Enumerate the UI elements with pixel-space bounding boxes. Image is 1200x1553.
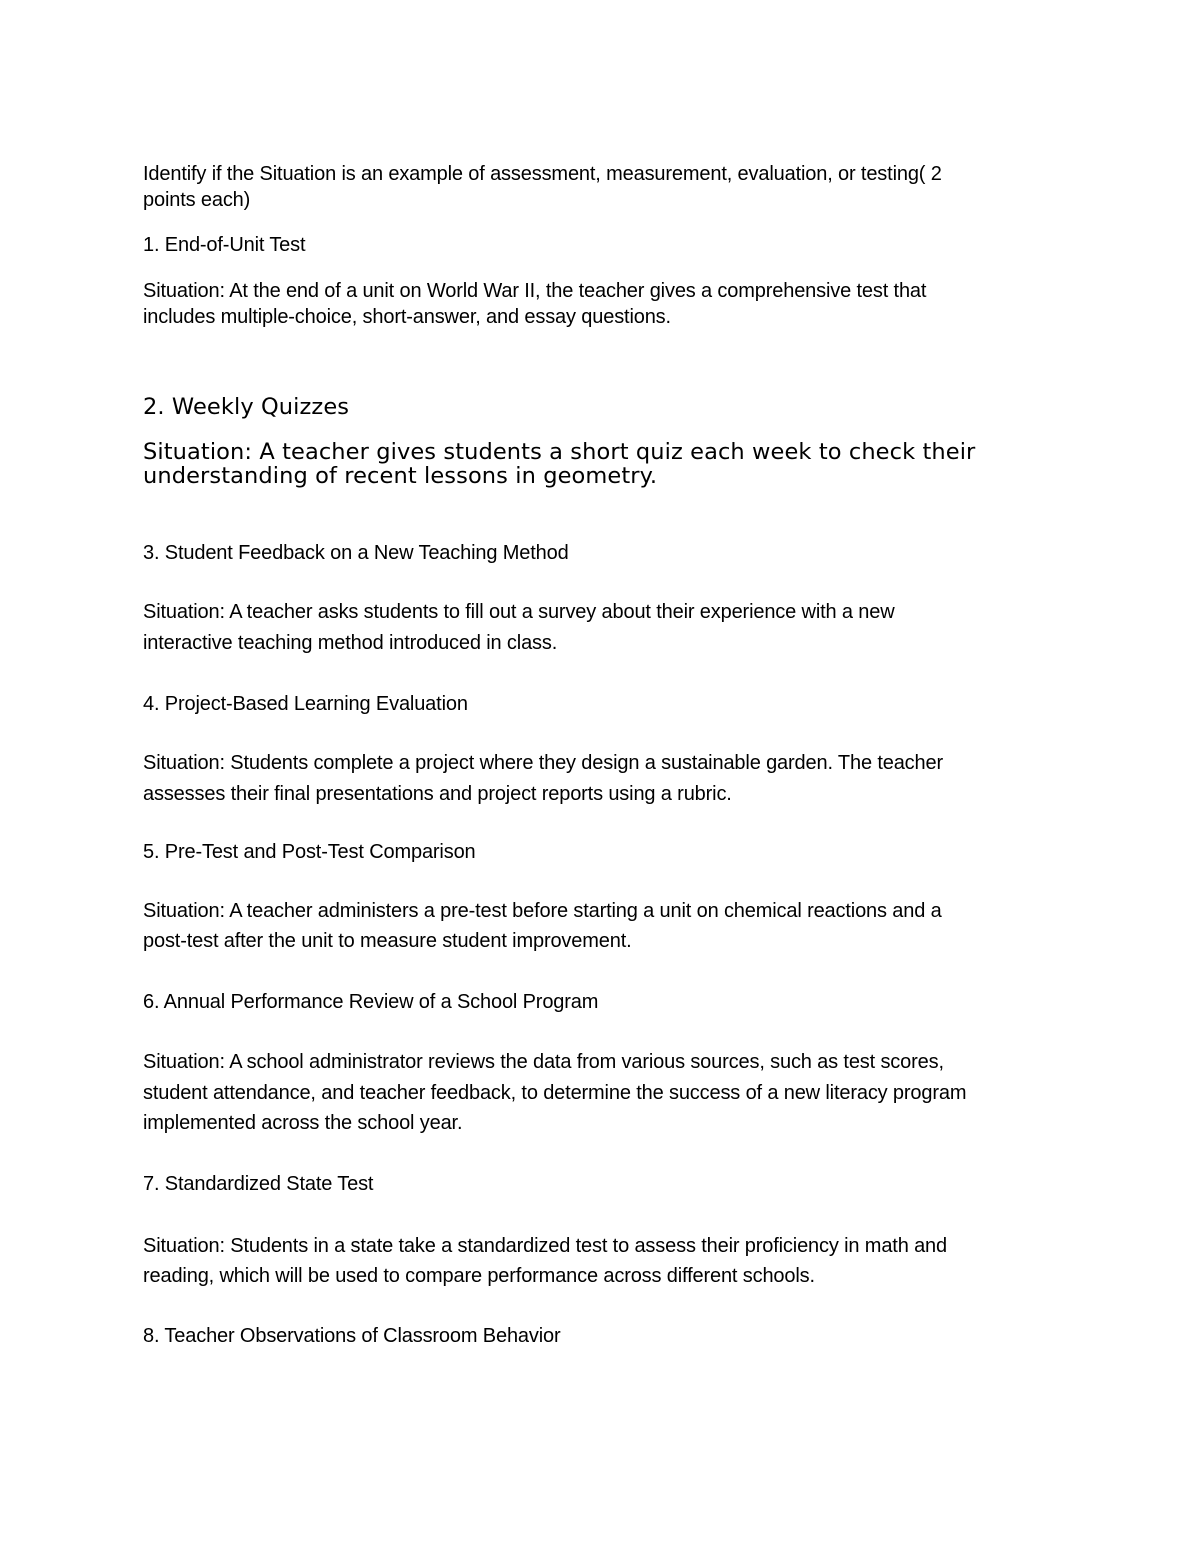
item-8-title: 8. Teacher Observations of Classroom Behavior (143, 1325, 561, 1347)
item-3-situation-line-2: interactive teaching method introduced in class. (143, 632, 558, 654)
item-5-situation-line-2: post-test after the unit to measure student improvement. (143, 930, 632, 952)
item-6-title: 6. Annual Performance Review of a School Program (143, 991, 599, 1013)
item-2-title: 2. Weekly Quizzes (143, 394, 350, 420)
instructions-line-1: Identify if the Situation is an example of assessment, measurement, evaluation, or testing( 2 (143, 163, 942, 185)
item-2-situation-line-2: understanding of recent lessons in geometry. (143, 463, 658, 489)
item-1-situation-line-2: includes multiple-choice, short-answer, and essay questions. (143, 306, 671, 328)
item-7-situation-line-1: Situation: Students in a state take a standardized test to assess their proficiency in math and (143, 1235, 947, 1257)
item-6-situation-line-3: implemented across the school year. (143, 1112, 463, 1134)
item-5-title: 5. Pre-Test and Post-Test Comparison (143, 841, 476, 863)
item-2-situation-line-1: Situation: A teacher gives students a short quiz each week to check their (143, 439, 976, 465)
item-7-title: 7. Standardized State Test (143, 1173, 374, 1195)
item-3-situation-line-1: Situation: A teacher asks students to fill out a survey about their experience with a new (143, 601, 895, 623)
item-7-situation-line-2: reading, which will be used to compare performance across different schools. (143, 1265, 815, 1287)
item-6-situation-line-1: Situation: A school administrator reviews the data from various sources, such as test scores, (143, 1051, 944, 1073)
item-4-situation-line-2: assesses their final presentations and project reports using a rubric. (143, 783, 732, 805)
item-4-title: 4. Project-Based Learning Evaluation (143, 693, 468, 715)
item-5-situation-line-1: Situation: A teacher administers a pre-test before starting a unit on chemical reactions and a (143, 900, 942, 922)
item-6-situation-line-2: student attendance, and teacher feedback, to determine the success of a new literacy program (143, 1082, 967, 1104)
item-1-situation-line-1: Situation: At the end of a unit on World War II, the teacher gives a comprehensive test that (143, 280, 927, 302)
item-4-situation-line-1: Situation: Students complete a project where they design a sustainable garden. The teacher (143, 752, 943, 774)
item-1-title: 1. End-of-Unit Test (143, 234, 306, 256)
item-3-title: 3. Student Feedback on a New Teaching Method (143, 542, 569, 564)
instructions-line-2: points each) (143, 189, 251, 211)
